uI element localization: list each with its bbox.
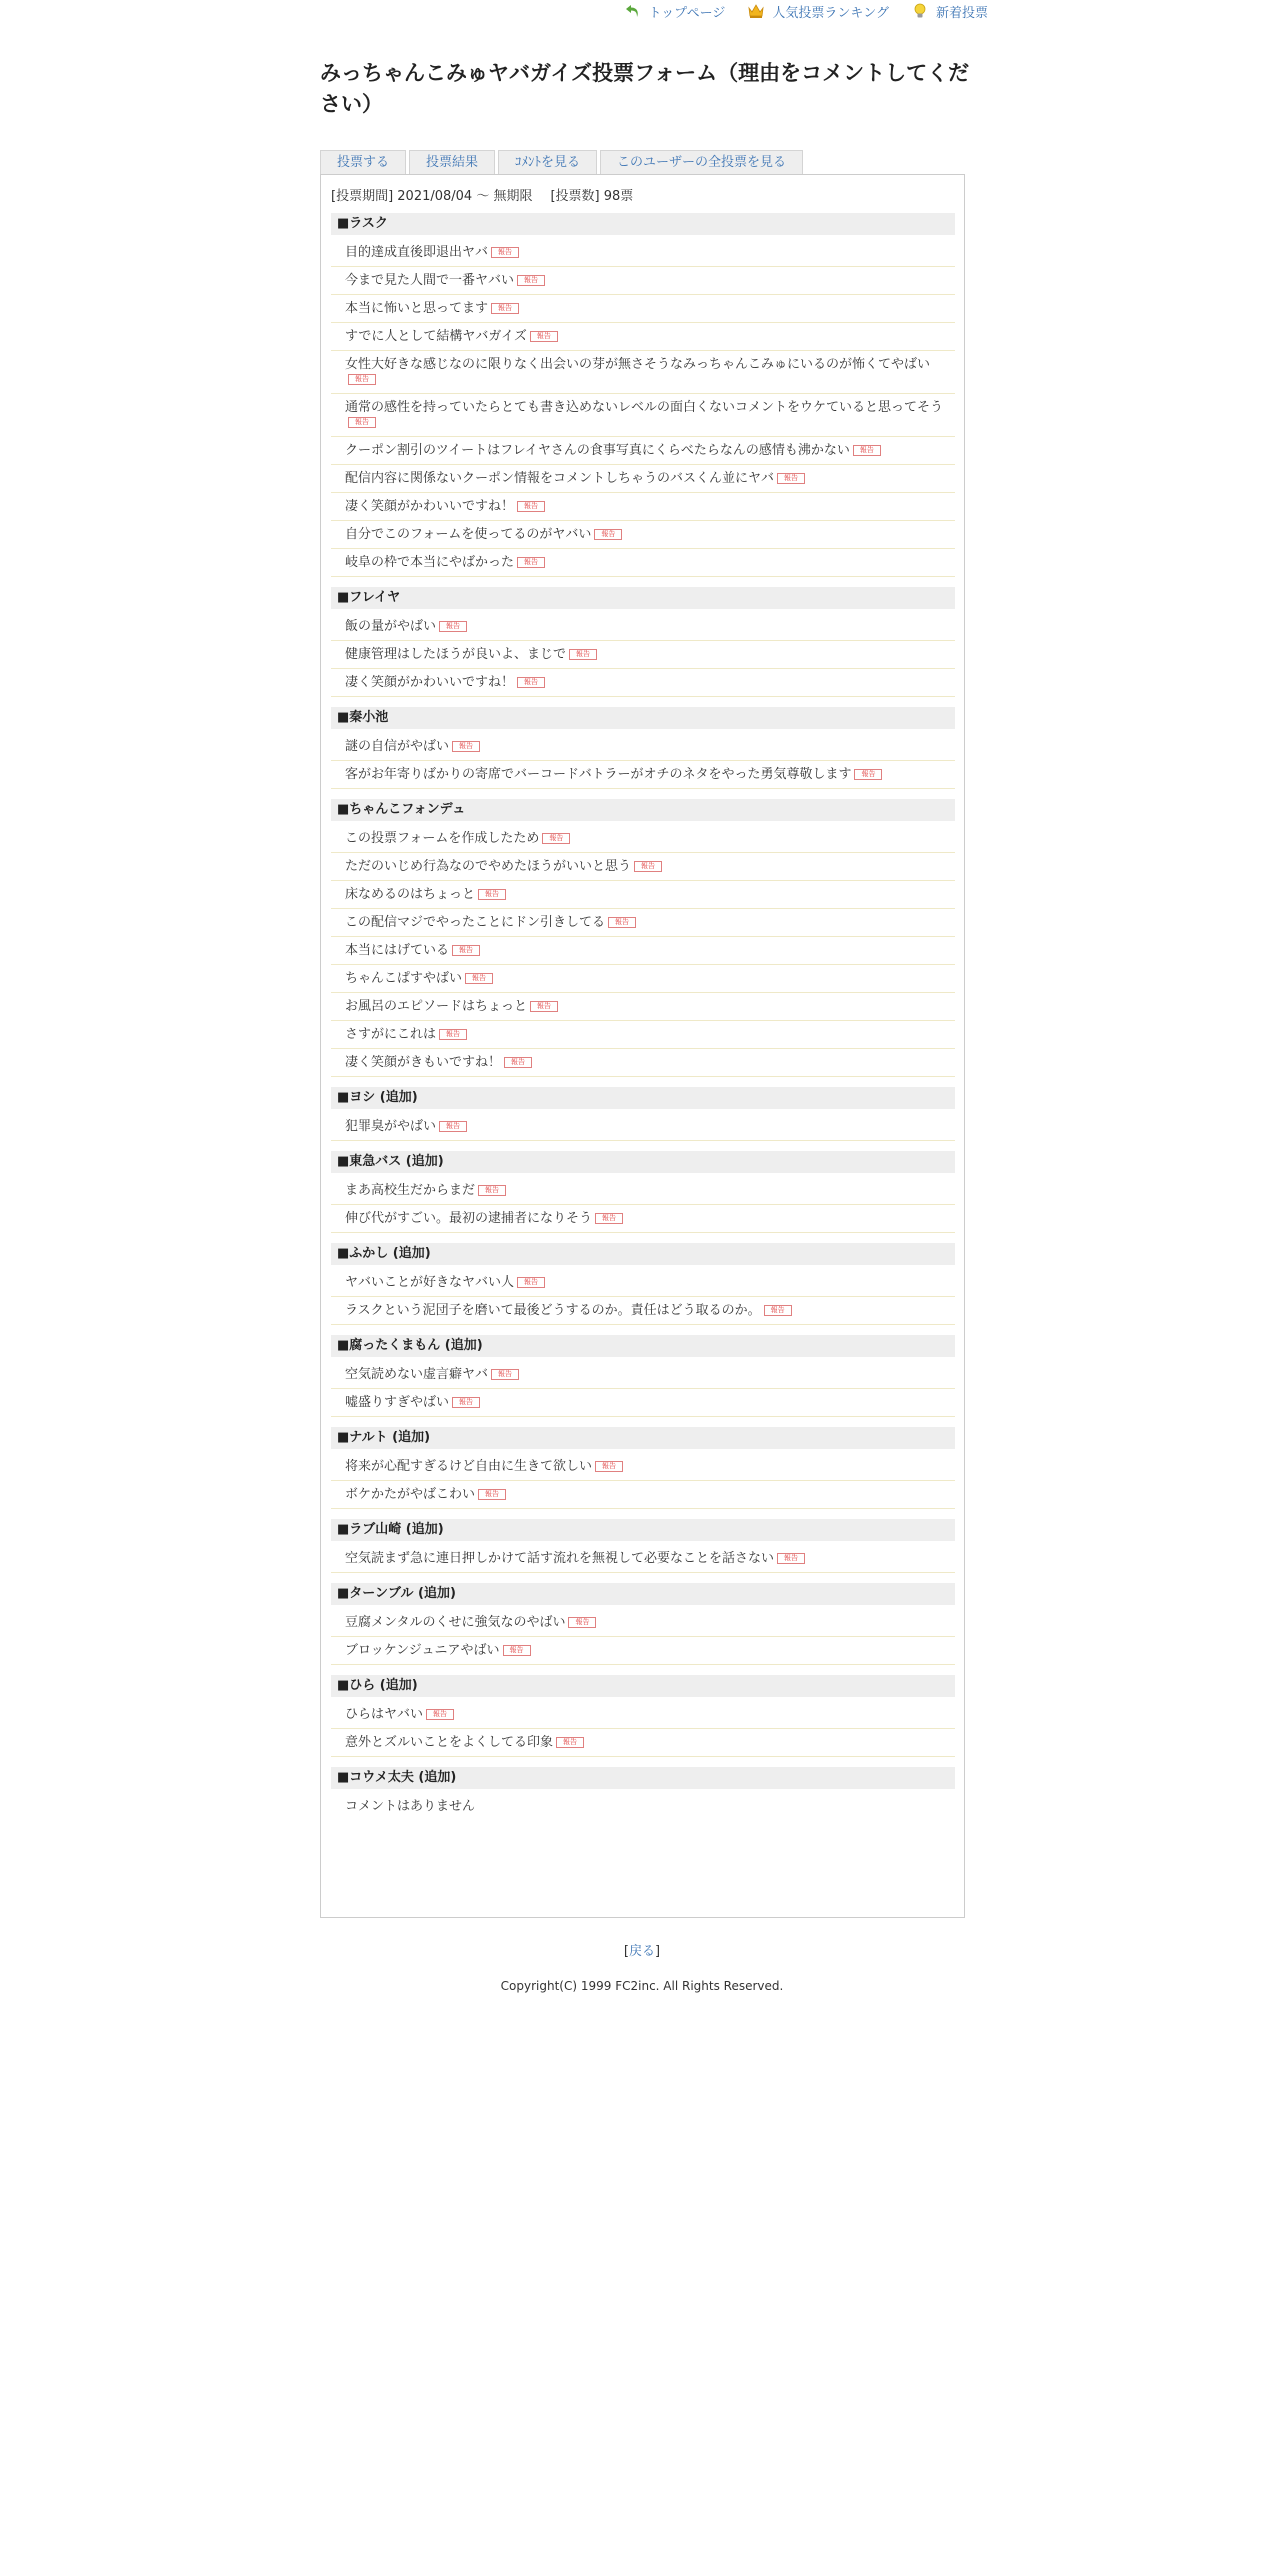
comment-text: 伸び代がすごい。最初の逮捕者になりそう [345,1211,593,1226]
comment-text: ヤバいことが好きなヤバい人 [345,1275,515,1290]
comment-row [331,733,955,761]
comment-text: クーポン割引のツイートはフレイヤさんの食事写真にくらべたらなんの感情も沸かない [345,443,850,458]
comment-text: 今まで見た人間で一番ヤバい [345,273,515,288]
comment-row [331,1545,955,1573]
report-icon[interactable]: 報告 [503,1645,531,1656]
comment-row [331,641,955,669]
comment-text: ひらはヤバい [345,1707,424,1722]
section-header: ■ターンブル (追加) [331,1583,955,1605]
comment-row [331,761,955,789]
comment-text: 配信内容に関係ないクーポン情報をコメントしちゃうのバスくん並にヤバ [345,471,775,486]
comment-row [331,965,955,993]
nav-link-label: 新着投票 [935,5,988,21]
report-icon[interactable]: 報告 [568,1617,596,1628]
report-icon[interactable]: 報告 [426,1709,454,1720]
tab-3[interactable]: このユーザーの全投票を見る [600,150,803,175]
comment-row [331,1177,955,1205]
comment-row [331,669,955,697]
comment-text: まあ高校生だからまだ [345,1183,476,1198]
comment-text: この投票フォームを作成したため [345,831,540,846]
comment-text: 健康管理はしたほうが良いよ、まじで [345,647,567,662]
comment-row [331,1701,955,1729]
report-icon[interactable]: 報告 [491,1369,519,1380]
comment-text: 空気読めない虚言癖ヤバ [345,1367,489,1382]
nav-link-label: トップページ [648,5,726,21]
copyright: Copyright(C) 1999 FC2inc. All Rights Reserved. [500,1979,784,1993]
section-header: ■ナルト (追加) [331,1427,955,1449]
comment-sections [331,213,955,1820]
report-icon[interactable]: 報告 [478,1489,506,1500]
comment-text: 本当にはげている [345,943,450,958]
comment-row [331,1269,955,1297]
section-header: ■東急バス (追加) [331,1151,955,1173]
comment-row [331,1729,955,1757]
report-icon[interactable]: 報告 [452,1397,480,1408]
comment-row [331,1021,955,1049]
comment-text: 謎の自信がやばい [345,739,450,754]
tab-1[interactable]: 投票結果 [409,150,495,175]
comment-row [331,323,955,351]
report-icon[interactable]: 報告 [594,529,622,540]
comment-row [331,1637,955,1665]
comment-text: さすがにこれは [345,1027,437,1042]
comment-text: この配信マジでやったことにドン引きしてる [345,915,606,930]
report-icon[interactable]: 報告 [530,1001,558,1012]
comment-text: お風呂のエピソードはちょっと [345,999,528,1014]
report-icon[interactable]: 報告 [465,973,493,984]
nav-link-1[interactable] [747,2,889,21]
section-header: ■秦小池 [331,707,955,729]
comment-text: 凄く笑顔がかわいいですね！ [345,675,515,690]
lightbulb-icon [911,2,929,20]
report-icon[interactable]: 報告 [853,445,881,456]
comment-text: 将来が心配すぎるけど自由に生きて欲しい [345,1459,593,1474]
comment-row [331,394,955,437]
comment-row [331,937,955,965]
comment-row [331,613,955,641]
back-link[interactable]: 戻る [628,1944,655,1959]
comment-text: 凄く笑顔がかわいいですね！ [345,499,515,514]
comment-text: 岐阜の枠で本当にやばかった [345,555,515,570]
report-icon[interactable]: 報告 [439,621,467,632]
report-icon[interactable]: 報告 [556,1737,584,1748]
comment-text: 目的達成直後即退出ヤバ [345,245,489,260]
comment-row [331,909,955,937]
comment-row [331,295,955,323]
report-icon[interactable]: 報告 [595,1213,623,1224]
comment-text: 凄く笑顔がきもいですね！ [345,1055,502,1070]
comment-row [331,267,955,295]
report-icon[interactable]: 報告 [452,945,480,956]
comment-row [331,825,955,853]
comment-text: 客がお年寄りばかりの寄席でバーコードバトラーがオチのネタをやった勇気尊敬します [345,767,852,782]
comment-row [331,1297,955,1325]
comment-text: 本当に怖いと思ってます [345,301,489,316]
report-icon[interactable]: 報告 [530,331,558,342]
report-icon[interactable]: 報告 [491,247,519,258]
vote-period: [投票期間] 2021/08/04 ～ 無期限 [331,189,533,204]
comment-row [331,1361,955,1389]
report-icon[interactable]: 報告 [542,833,570,844]
nav-link-2[interactable] [911,2,988,21]
report-icon[interactable]: 報告 [478,1185,506,1196]
empty-comment-text: コメントはありません [345,1799,476,1814]
report-icon[interactable]: 報告 [517,501,545,512]
comment-row [331,1205,955,1233]
tab-0[interactable]: 投票する [320,150,406,175]
nav-link-label: 人気投票ランキング [772,5,889,21]
report-icon[interactable]: 報告 [608,917,636,928]
report-icon[interactable]: 報告 [854,769,882,780]
report-icon[interactable]: 報告 [517,677,545,688]
section-header: ■ラブ山崎 (追加) [331,1519,955,1541]
report-icon[interactable]: 報告 [595,1461,623,1472]
report-icon[interactable]: 報告 [517,557,545,568]
report-icon[interactable]: 報告 [478,889,506,900]
comment-row [331,853,955,881]
comment-row [331,1049,955,1077]
vote-count: [投票数] 98票 [550,189,634,204]
comment-row [331,1113,955,1141]
comment-row [331,993,955,1021]
tab-bar [320,150,803,175]
comment-row [331,437,955,465]
tab-2[interactable]: ｺﾒﾝﾄを見る [498,150,597,175]
comment-row [331,493,955,521]
report-icon[interactable]: 報告 [348,417,376,428]
comment-text: 自分でこのフォームを使ってるのがヤバい [345,527,592,542]
comment-text: ボケかたがやばこわい [345,1487,476,1502]
report-icon[interactable]: 報告 [504,1057,532,1068]
section-header: ■ふかし (追加) [331,1243,955,1265]
report-icon[interactable]: 報告 [777,1553,805,1564]
comment-text: 豆腐メンタルのくせに強気なのやばい [345,1615,566,1630]
comment-text: 床なめるのはちょっと [345,887,476,902]
report-icon[interactable]: 報告 [634,861,662,872]
report-icon[interactable]: 報告 [569,649,597,660]
page-title: みっちゃんこみゅヤバガイズ投票フォーム（理由をコメントしてください） [320,61,970,116]
comment-text: 女性大好きな感じなのに限りなく出会いの芽が無さそうなみっちゃんこみゅにいるのが怖くてやばい [345,357,931,372]
section-header: ■コウメ太夫 (追加) [331,1767,955,1789]
comment-row [331,1453,955,1481]
comment-text: 空気読まず急に連日押しかけて話す流れを無視して必要なことを話さない [345,1551,775,1566]
section-header: ■フレイヤ [331,587,955,609]
back-link-wrapper: [戻る] [623,1944,661,1959]
comment-row [331,881,955,909]
comment-text: ラスクという泥団子を磨いて最後どうするのか。責任はどう取るのか。 [345,1303,761,1318]
comment-row [331,549,955,577]
results-panel [320,174,965,1918]
report-icon[interactable]: 報告 [764,1305,792,1316]
comment-text: すでに人として結構ヤバガイズ [345,329,527,344]
comment-row [331,239,955,267]
section-header: ■ひら (追加) [331,1675,955,1697]
report-icon[interactable]: 報告 [439,1029,467,1040]
comment-row [331,351,955,394]
comment-text: 通常の感性を持っていたらとても書き込めないレベルの面白くないコメントをウケていると思ってそう [345,400,944,415]
report-icon[interactable]: 報告 [348,374,376,385]
comment-text: 嘘盛りすぎやばい [345,1395,450,1410]
section-header: ■ヨシ (追加) [331,1087,955,1109]
report-icon[interactable]: 報告 [452,741,480,752]
report-icon[interactable]: 報告 [777,473,805,484]
section-header: ■腐ったくまもん (追加) [331,1335,955,1357]
comment-text: 意外とズルいことをよくしてる印象 [345,1735,554,1750]
comment-row [331,1389,955,1417]
comment-text: 犯罪臭がやばい [345,1119,437,1134]
comment-text: ちゃんこぱすやばい [345,971,463,986]
comment-row [331,1609,955,1637]
comment-text: ブロッケンジュニアやばい [345,1643,500,1658]
comment-row [331,465,955,493]
vote-info [331,185,633,204]
comment-text: 飯の量がやばい [345,619,437,634]
report-icon[interactable]: 報告 [491,303,519,314]
report-icon[interactable]: 報告 [517,275,545,286]
section-header: ■ちゃんこフォンデュ [331,799,955,821]
crown-icon [747,2,765,20]
nav-link-0[interactable] [624,2,726,21]
report-icon[interactable]: 報告 [439,1121,467,1132]
top-nav [624,0,988,22]
report-icon[interactable]: 報告 [517,1277,545,1288]
return-arrow-icon [624,2,642,20]
section-header: ■ラスク [331,213,955,235]
comment-row [331,521,955,549]
comment-text: ただのいじめ行為なのでやめたほうがいいと思う [345,859,632,874]
comment-row [331,1481,955,1509]
